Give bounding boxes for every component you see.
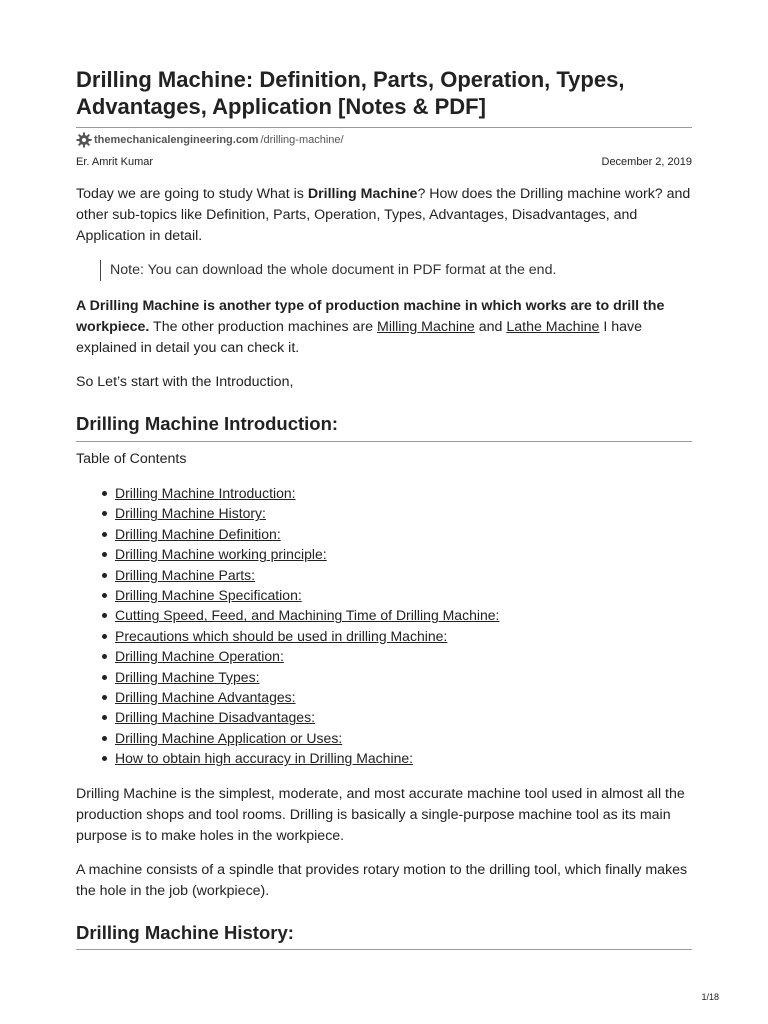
toc-item bbox=[115, 728, 499, 748]
toc-link[interactable]: Drilling Machine Disadvantages: bbox=[115, 709, 315, 726]
toc-item bbox=[115, 687, 499, 707]
toc-link[interactable]: How to obtain high accuracy in Drilling Machine: bbox=[115, 750, 414, 767]
lathe-machine-link[interactable]: Lathe Machine bbox=[506, 319, 600, 335]
definition-paragraph: A Drilling Machine is another type of production machine in which works are to drill the workpiece. The other production machines are Milling Machine and Lathe Machine I have explained in detail you can check it. bbox=[76, 298, 665, 356]
section-divider bbox=[76, 441, 692, 442]
toc-link[interactable]: Drilling Machine working principle: bbox=[115, 546, 327, 563]
toc-link[interactable]: Drilling Machine Definition: bbox=[115, 525, 281, 542]
toc-link[interactable]: Drilling Machine Application or Uses: bbox=[115, 729, 343, 746]
toc-item bbox=[115, 503, 499, 523]
toc-item bbox=[115, 605, 499, 625]
section-divider bbox=[76, 949, 692, 950]
intro-paragraph: Today we are going to study What is Drilling Machine? How does the Drilling machine work? and other sub-topics like Definition, Parts, Operation, Types, Advantages, Disadvantages, and Application in detail. bbox=[76, 186, 691, 244]
toc-item bbox=[115, 707, 499, 727]
definition-bold: A Drilling Machine is another type of production machine in which works are to drill the workpiece. bbox=[76, 298, 665, 335]
toc-item bbox=[115, 646, 499, 666]
table-of-contents bbox=[76, 483, 499, 769]
milling-machine-link[interactable]: Milling Machine bbox=[377, 319, 475, 335]
body-paragraph-1: Drilling Machine is the simplest, moderate, and most accurate machine tool used in almost all the production shops and tool rooms. Drilling is basically a single-purpose machine tool as its main purpose is to make holes in the workpiece. bbox=[76, 786, 685, 844]
intro-bold: Drilling Machine bbox=[307, 186, 418, 202]
page-title: Drilling Machine: Definition, Parts, Operation, Types, Advantages, Application [Notes & PDF] bbox=[76, 67, 625, 119]
source-url[interactable] bbox=[76, 132, 344, 148]
source-domain: themechanicalengineering.com bbox=[94, 134, 259, 146]
toc-link[interactable]: Drilling Machine Advantages: bbox=[115, 689, 296, 706]
toc-item bbox=[115, 483, 499, 503]
author-name: Er. Amrit Kumar bbox=[76, 156, 154, 168]
toc-item bbox=[115, 524, 499, 544]
toc-link[interactable]: Drilling Machine Types: bbox=[115, 668, 260, 685]
toc-item bbox=[115, 544, 499, 564]
toc-link[interactable]: Drilling Machine History: bbox=[115, 505, 266, 522]
toc-item bbox=[115, 748, 499, 768]
body-paragraph-2: A machine consists of a spindle that provides rotary motion to the drilling tool, which finally makes the hole in the job (workpiece). bbox=[76, 862, 688, 899]
toc-item bbox=[115, 565, 499, 585]
page-number: 1/18 bbox=[701, 992, 719, 1002]
toc-item bbox=[115, 585, 499, 605]
note-callout: Note: You can download the whole document in PDF format at the end. bbox=[100, 260, 556, 281]
publish-date: December 2, 2019 bbox=[601, 156, 692, 168]
toc-link[interactable]: Precautions which should be used in drilling Machine: bbox=[115, 627, 448, 644]
toc-item bbox=[115, 626, 499, 646]
toc-heading: Table of Contents bbox=[76, 451, 187, 467]
toc-link[interactable]: Cutting Speed, Feed, and Machining Time of Drilling Machine: bbox=[115, 607, 500, 624]
gear-icon bbox=[76, 132, 92, 148]
section-heading-history: Drilling Machine History: bbox=[76, 922, 294, 943]
toc-link[interactable]: Drilling Machine Specification: bbox=[115, 587, 302, 604]
title-divider bbox=[76, 127, 692, 128]
toc-item bbox=[115, 667, 499, 687]
source-path: /drilling-machine/ bbox=[260, 134, 344, 146]
toc-link[interactable]: Drilling Machine Introduction: bbox=[115, 485, 296, 501]
toc-link[interactable]: Drilling Machine Parts: bbox=[115, 566, 256, 583]
lets-start-paragraph: So Let’s start with the Introduction, bbox=[76, 374, 294, 390]
toc-link[interactable]: Drilling Machine Operation: bbox=[115, 648, 284, 665]
section-heading-introduction: Drilling Machine Introduction: bbox=[76, 413, 339, 434]
